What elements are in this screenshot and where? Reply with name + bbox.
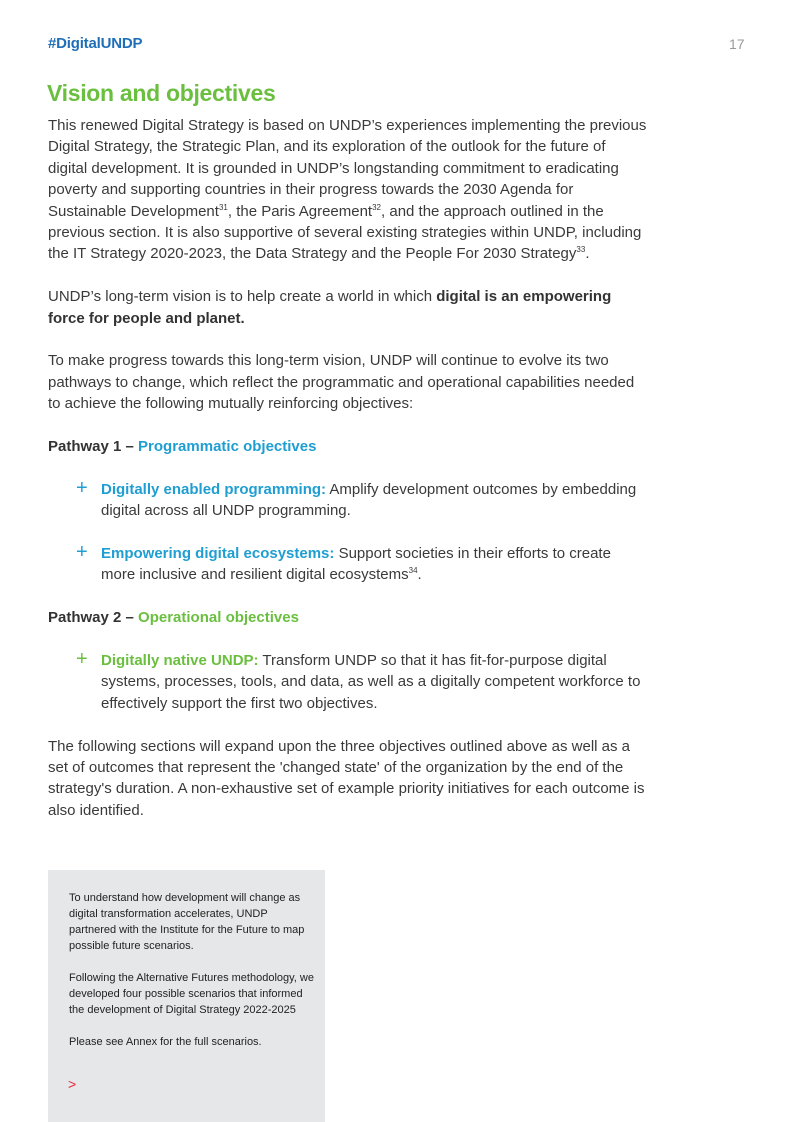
footnote-ref-32[interactable]: 32 bbox=[372, 202, 382, 212]
footnote-ref-33[interactable]: 33 bbox=[576, 245, 586, 255]
objective-title: Empowering digital ecosystems: bbox=[101, 545, 335, 563]
intro-text-2: , the Paris Agreement bbox=[227, 202, 373, 220]
objective-text: Support societies in their efforts to create more inclusive and resilient digital ecosystems bbox=[101, 545, 611, 584]
section-title: Vision and objectives bbox=[47, 80, 276, 106]
vision-statement: digital is an empowering force for people and planet. bbox=[48, 288, 612, 327]
intro-paragraph bbox=[48, 115, 648, 265]
callout-paragraph-3: Please see Annex for the full scenarios. bbox=[69, 1036, 262, 1048]
callout-paragraph-1: To understand how development will change as digital transformation accelerates, UNDP partnered with the Institute for the Future to map possible future scenarios. bbox=[69, 892, 305, 952]
footnote-ref-34[interactable]: 34 bbox=[408, 566, 418, 576]
document-hashtag: #DigitalUNDP bbox=[48, 35, 143, 52]
objective-item bbox=[48, 476, 648, 522]
intro-text-4: . bbox=[585, 245, 590, 263]
pathway-2-label: Pathway 2 – bbox=[48, 609, 139, 627]
page-number: 17 bbox=[729, 36, 745, 52]
callout-paragraph-2: Following the Alternative Futures methodology, we developed four possible scenarios that informed the development of Digital Strategy 2022-2025 bbox=[69, 972, 314, 1016]
chevron-right-icon[interactable]: > bbox=[68, 1076, 77, 1092]
objective-item bbox=[48, 543, 648, 586]
objective-title: Digitally enabled programming: bbox=[101, 480, 327, 498]
plus-icon: + bbox=[76, 476, 88, 499]
objective-text-end: . bbox=[417, 566, 422, 584]
intro-text-1: This renewed Digital Strategy is based on UNDP’s experiences implementing the previous Digital Strategy, the Strategic Plan, and its exploration of the outlook for the future of digital development. It is grounded in UNDP’s longstanding commitment to eradicating poverty and supporting countries in their progress towards the 2030 Agenda for Sustainable Development bbox=[48, 117, 647, 220]
objective-title: Digitally native UNDP: bbox=[101, 652, 259, 670]
footnote-ref-31[interactable]: 31 bbox=[218, 202, 228, 212]
pathways-paragraph: To make progress towards this long-term vision, UNDP will continue to evolve its two pathways to change, which reflect the programmatic and operational capabilities needed to achieve the following mutually reinforcing objectives: bbox=[48, 352, 635, 413]
objective-text: Amplify development outcomes by embedding digital across all UNDP programming. bbox=[101, 480, 637, 520]
pathway-1-heading bbox=[48, 436, 648, 457]
scenarios-callout-box bbox=[48, 870, 325, 1122]
plus-icon: + bbox=[76, 648, 88, 671]
pathway-1-name: Programmatic objectives bbox=[138, 438, 317, 456]
objective-text: Transform UNDP so that it has fit-for-purpose digital systems, processes, tools, and data, as well as a digitally competent workforce to effectively support the first two objectives. bbox=[101, 652, 641, 712]
intro-text-3: , and the approach outlined in the previous section. It is also supportive of several existing strategies within UNDP, including the IT Strategy 2020-2023, the Data Strategy and the People For 2030 Strategy bbox=[48, 202, 642, 263]
callout-text bbox=[69, 890, 314, 1066]
objective-item bbox=[48, 650, 648, 714]
vision-lead: UNDP’s long-term vision is to help create a world in which bbox=[48, 288, 437, 306]
pathway-1-label: Pathway 1 – bbox=[48, 438, 139, 456]
closing-paragraph: The following sections will expand upon the three objectives outlined above as well as a set of outcomes that represent the 'changed state' of the organization by the end of the strategy's duration. A non-exhaustive set of example priority initiatives for each outcome is also identified. bbox=[48, 737, 645, 819]
pathway-2-heading bbox=[48, 607, 648, 628]
pathway-2-name: Operational objectives bbox=[138, 609, 299, 627]
vision-paragraph bbox=[48, 286, 648, 329]
main-body bbox=[48, 115, 648, 843]
plus-icon: + bbox=[76, 541, 88, 564]
